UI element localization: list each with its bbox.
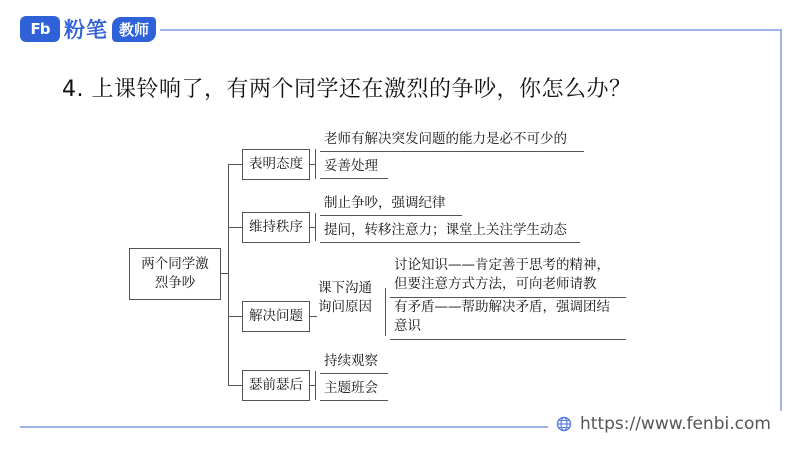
logo-badge: 教师 <box>112 17 156 42</box>
leaf-item: 有矛盾——帮助解决矛盾，强调团结意识 <box>390 298 626 340</box>
globe-icon <box>556 416 572 432</box>
connector <box>228 385 242 386</box>
branch-label: 表明态度 <box>249 156 303 172</box>
frame-line-right <box>780 29 782 411</box>
leaf-item: 主题班会 <box>320 379 388 401</box>
question-title: 4. 上课铃响了，有两个同学还在激烈的争吵，你怎么办？ <box>62 77 632 102</box>
branch-label: 解决问题 <box>249 308 303 324</box>
leaf-item: 持续观察 <box>320 352 388 374</box>
branch-node-attitude <box>242 149 310 180</box>
branch-label: 瑟前瑟后 <box>249 377 303 393</box>
logo-mark: Fb <box>20 16 60 42</box>
connector <box>228 164 242 165</box>
sub-node-communicate: 课下沟通询问原因 <box>318 280 372 315</box>
branch-label: 维持秩序 <box>249 219 303 235</box>
leaf-item: 老师有解决突发问题的能力是必不可少的 <box>320 130 584 152</box>
url-text[interactable]: https://www.fenbi.com <box>580 414 771 434</box>
branch-node-order <box>242 212 310 243</box>
logo-name: 粉笔 <box>64 18 108 42</box>
root-node <box>129 248 221 300</box>
leaf-item: 妥善处理 <box>320 157 388 179</box>
connector <box>315 213 316 241</box>
frame-line-bottom <box>20 426 548 428</box>
connector <box>315 371 316 400</box>
branch-node-aftermath <box>242 370 310 401</box>
connector <box>385 288 386 336</box>
connector <box>315 149 316 179</box>
frame-line-top <box>160 29 782 31</box>
root-label: 两个同学激烈争吵 <box>141 256 209 291</box>
branch-node-solve <box>242 301 310 332</box>
leaf-item: 提问，转移注意力；课堂上关注学生动态 <box>320 221 580 243</box>
leaf-item: 制止争吵，强调纪律 <box>320 194 462 216</box>
connector <box>228 227 242 228</box>
connector <box>310 316 317 317</box>
leaf-item: 讨论知识——肯定善于思考的精神，但要注意方式方法，可向老师请教 <box>390 256 626 298</box>
connector <box>228 164 229 386</box>
footer-url[interactable] <box>556 414 771 434</box>
connector <box>228 316 242 317</box>
fenbi-logo <box>20 15 156 43</box>
